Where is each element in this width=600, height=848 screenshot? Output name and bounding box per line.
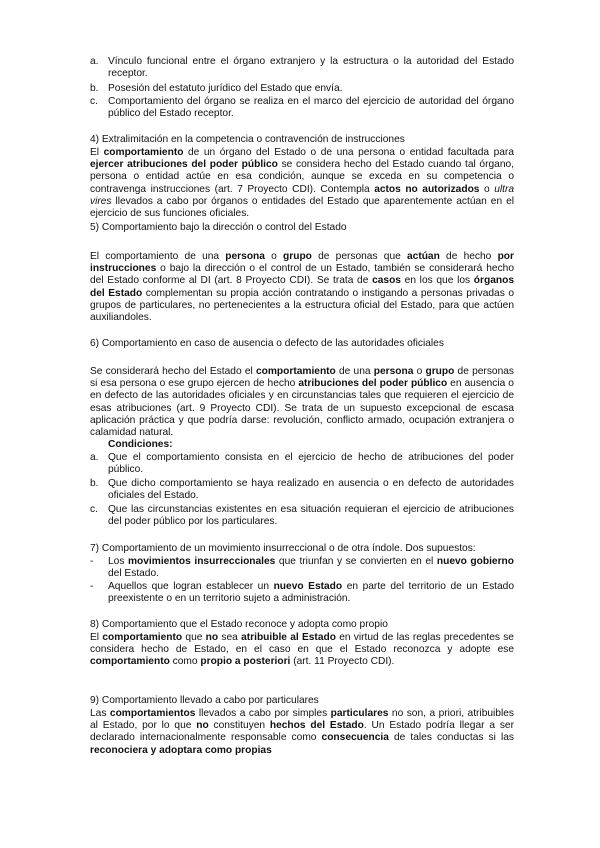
list-text: Que el comportamiento consista en el ejercicio de hecho de atribuciones del poder público.: [108, 452, 514, 476]
bold-run: grupo: [283, 251, 312, 262]
bold-run: no: [205, 632, 219, 643]
section-4-heading: 4) Extralimitación en la competencia o contravención de instrucciones: [90, 134, 405, 145]
section-8-heading: 8) Comportamiento que el Estado reconoce y adopta como propio: [90, 619, 388, 630]
bold-run: ejercer atribuciones del poder público: [90, 159, 278, 171]
bold-run: Condiciones:: [108, 439, 173, 450]
bold-run: nuevo Estado: [273, 581, 343, 592]
bold-run: atribuible al Estado: [241, 632, 336, 643]
list-marker: c.: [90, 504, 98, 515]
list-text: Que dicho comportamiento se haya realizado en ausencia o en defecto de autoridades oficiales del Estado.: [108, 478, 514, 502]
text-run: constituyen: [208, 720, 270, 732]
text-run: complementan su propia acción contratando o instigando a personas privadas o grupos de particulares, no pertenecientes a la estructura oficial del Estado, para que actúen auxiliandoles.: [90, 287, 515, 324]
text-run: de un órgano del Estado o de una persona o entidad facultada para: [183, 147, 514, 158]
bold-run: hechos del Estado: [269, 720, 364, 732]
text-run: Se considerará hecho del Estado el: [90, 366, 256, 377]
dash-marker: -: [90, 581, 94, 592]
bold-run: no: [196, 720, 209, 732]
bold-run: propio a posteriori: [200, 656, 291, 668]
text-run: llevados a cabo por simples: [195, 708, 331, 719]
text-run: del Estado.: [108, 568, 159, 580]
bold-run: órganos del Estado: [90, 275, 514, 299]
text-run: Los: [108, 556, 128, 567]
text-run: Aquellos que logran establecer un: [108, 581, 274, 592]
section-9-heading: 9) Comportamiento llevado a cabo por particulares: [90, 695, 319, 706]
text-run: El comportamiento de una: [90, 251, 226, 262]
list-marker: b.: [90, 478, 99, 489]
list-item-top-c: [90, 96, 514, 120]
text-run: en parte del territorio de un Estado preexistente o en un territorio sujeto a administración.: [108, 581, 515, 605]
text-run: o: [479, 183, 495, 195]
section-9-paragraph: [90, 708, 514, 757]
section-5-paragraph: [90, 251, 514, 324]
section-6-heading: 6) Comportamiento en caso de ausencia o defecto de las autoridades oficiales: [90, 338, 444, 349]
italic-run: ultra vires: [90, 183, 515, 207]
list-item-top-b: [90, 83, 514, 95]
text-run: o: [413, 366, 426, 377]
section-4-paragraph: [90, 147, 514, 220]
section-8-paragraph: [90, 632, 514, 669]
text-run: que triunfan y se convierten en el: [275, 556, 437, 567]
bold-run: actúan: [406, 251, 440, 262]
list-marker: b.: [90, 83, 99, 94]
list-item-conditions-b: [90, 478, 514, 502]
conditions-label: [108, 439, 173, 451]
text-run: o: [264, 251, 284, 262]
bold-run: persona: [225, 251, 265, 262]
dash-marker: -: [90, 556, 94, 567]
list-marker: c.: [90, 96, 98, 107]
bold-run: por instrucciones: [90, 251, 514, 275]
bold-run: comportamiento: [255, 366, 336, 377]
text-run: El: [90, 632, 103, 643]
bold-run: casos: [372, 275, 401, 287]
bold-run: actos no autorizados: [374, 183, 480, 195]
bold-run: comportamientos: [109, 708, 196, 719]
text-run: llevados a cabo por órganos o entidades del Estado que aparentemente actúan en el ejercicio de sus funciones oficiales.: [90, 195, 514, 220]
text-run: de personas que: [311, 251, 407, 262]
text-run: que: [182, 632, 206, 643]
bold-run: comportamiento: [103, 147, 184, 158]
text-run: de hecho: [439, 251, 498, 262]
text-run: Las: [90, 708, 110, 719]
dash-item-2: [90, 581, 514, 605]
text-run: se considera hecho del Estado cuando tal órgano, persona o entidad actúe en esa condición, aunque se exceda en su competencia o contravenga instrucciones (art. 7 Proyecto CDI). Contempla: [90, 159, 514, 195]
text-run: (art. 11 Proyecto CDI).: [290, 656, 395, 668]
text-run: sea: [218, 632, 242, 643]
text-run: como: [169, 656, 201, 668]
list-item-conditions-a: [90, 452, 514, 476]
list-item-top-a: [90, 56, 514, 80]
list-text: Posesión del estatuto jurídico del Estado que envía.: [108, 83, 343, 94]
list-text: Comportamiento del órgano se realiza en el marco del ejercicio de autoridad del órgano público del Estado receptor.: [108, 96, 514, 120]
bold-run: particulares: [330, 708, 389, 719]
section-5-heading: 5) Comportamiento bajo la dirección o control del Estado: [90, 222, 347, 233]
bold-run: reconociera y adoptara como propias: [90, 744, 272, 756]
dash-item-1: [90, 556, 514, 580]
bold-run: movimientos insurreccionales: [127, 556, 276, 567]
bold-run: comportamiento: [102, 632, 183, 643]
bold-run: comportamiento: [90, 656, 170, 668]
text-run: El: [90, 147, 104, 158]
text-run: . Un Estado podría llegar a ser declarado internacionalmente responsable como: [90, 720, 514, 744]
text-run: en ausencia o en defecto de las autoridades oficiales y en circunstancias tales que requieren el ejercicio de esas atribuciones (art. 9 Proyecto CDI). Se trata de un supuesto excepcional de escasa aplicación práctica y que podría darse: revolución, conflicto armado, ocupación extranjera o calamidad natural.: [90, 378, 514, 439]
text-run: en virtud de las reglas precedentes se considera hecho de Estado, en el caso en que el Estado reconozca y adopte ese: [90, 632, 514, 656]
list-text: Vínculo funcional entre el órgano extranjero y la estructura o la autoridad del Estado receptor.: [108, 56, 514, 80]
bold-run: atribuciones del poder público: [298, 378, 448, 390]
section-7-heading: 7) Comportamiento de un movimiento insurreccional o de otra índole. Dos supuestos:: [90, 543, 476, 554]
bold-run: nuevo gobierno: [436, 556, 515, 567]
bold-run: consecuencia: [321, 732, 389, 744]
bold-run: grupo: [425, 366, 455, 377]
list-item-conditions-c: [90, 504, 514, 528]
bold-run: persona: [373, 366, 414, 377]
text-run: en los que los: [400, 275, 474, 287]
list-marker: a.: [90, 452, 99, 463]
list-text: Que las circunstancias existentes en esa situación requieran el ejercicio de atribuciones del poder público por los particulares.: [108, 504, 514, 528]
text-run: de tales conductas si las: [388, 732, 514, 744]
text-run: de personas si esa persona o ese grupo ejercen de hecho: [90, 366, 515, 390]
text-run: o bajo la dirección o el control de un Estado, también se considerará hecho del Estado conforme al DI (art. 8 Proyecto CDI). Se trata de: [90, 263, 514, 287]
text-run: no son, a priori, atribuibles al Estado, por lo que: [90, 708, 514, 732]
list-marker: a.: [90, 56, 99, 67]
text-run: de una: [335, 366, 374, 377]
section-6-paragraph: [90, 366, 514, 439]
